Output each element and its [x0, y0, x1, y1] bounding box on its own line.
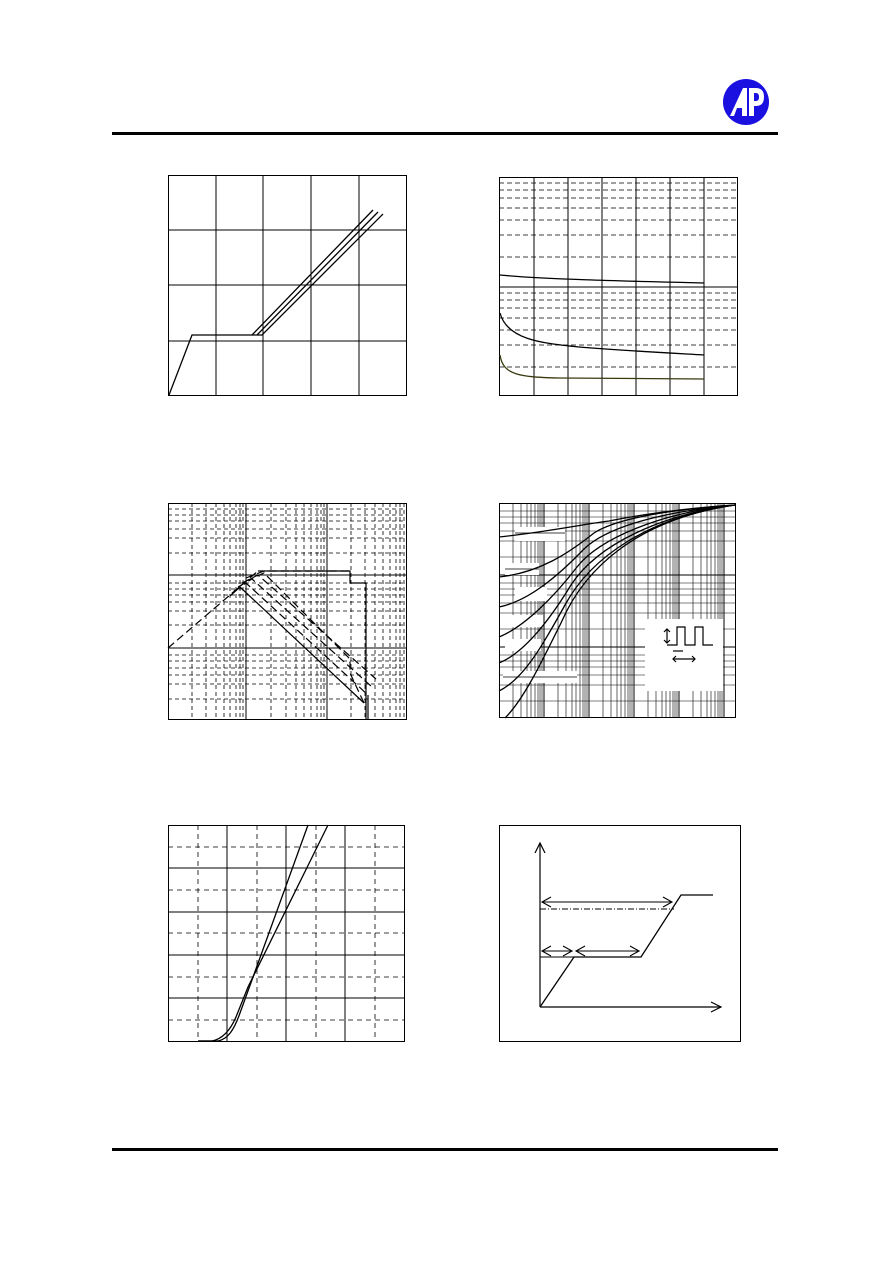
- major-grid: [499, 177, 738, 396]
- footer-rule: [112, 1148, 778, 1151]
- figure-5: [168, 825, 408, 1043]
- soa-curves: [168, 571, 376, 719]
- ap-logo: [722, 78, 770, 126]
- figure-4: [499, 503, 739, 719]
- figure-3: [168, 503, 408, 721]
- plot-frame: [500, 826, 741, 1042]
- axes: [535, 843, 721, 1012]
- guide-lines: [540, 909, 674, 957]
- major-grid: [168, 825, 405, 1042]
- figure-1: [168, 175, 408, 397]
- data-curves: [169, 210, 383, 395]
- dimension-arrows: [542, 897, 672, 956]
- grid-lines: [168, 175, 407, 396]
- header-rule: [112, 132, 778, 135]
- minor-grid: [499, 183, 738, 367]
- figure-6: [499, 825, 741, 1043]
- figure-2: [499, 177, 739, 397]
